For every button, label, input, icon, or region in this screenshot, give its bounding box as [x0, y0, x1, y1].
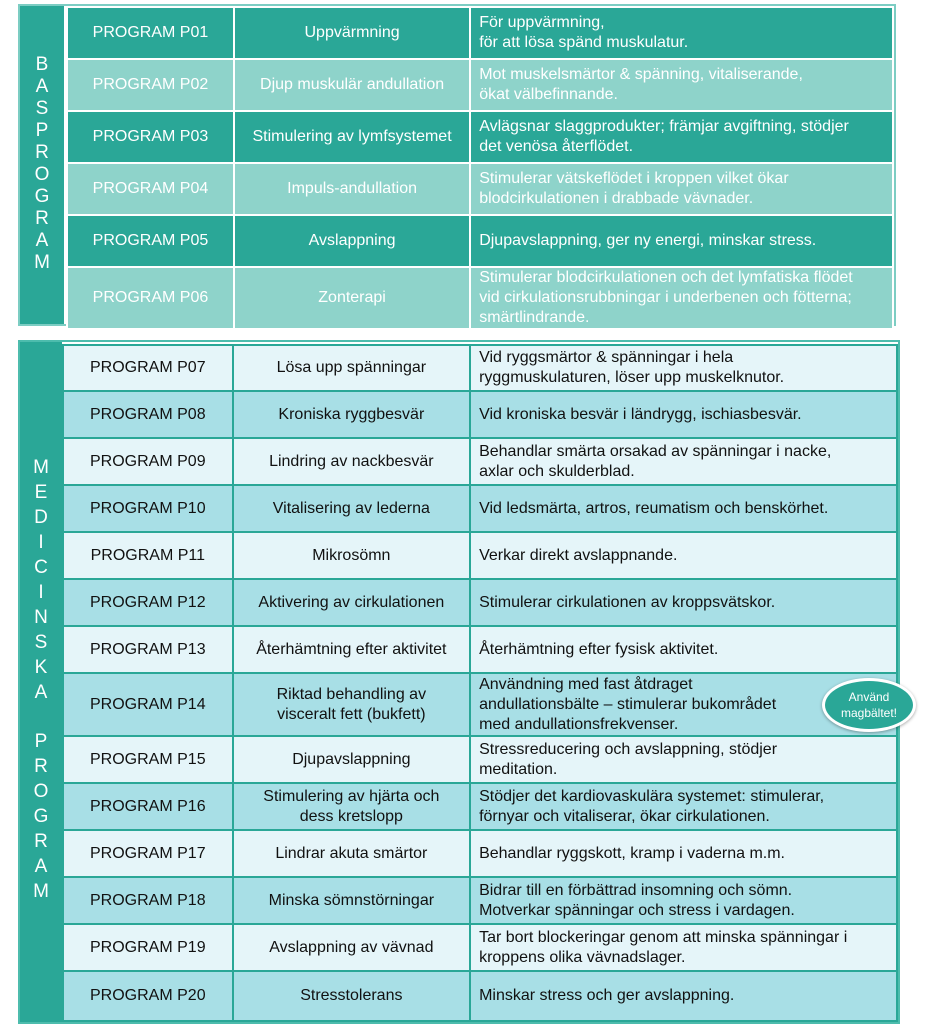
table-row [63, 783, 897, 830]
side-label-letter: P [35, 120, 49, 141]
side-label-letter: C [34, 556, 48, 578]
description-line: ökat välbefinnande. [479, 86, 618, 103]
program-code: PROGRAM P08 [63, 391, 233, 438]
side-label-letter: M [33, 456, 49, 478]
side-label-letter: S [35, 98, 49, 119]
side-label-letter: E [34, 481, 48, 503]
description-line: Tar bort blockeringar genom att minska spänningar i [479, 928, 848, 946]
table-row [63, 438, 897, 485]
program-name [233, 391, 470, 438]
program-code: PROGRAM P01 [67, 7, 234, 59]
program-name-line: Lindring av nackbesvär [269, 452, 434, 470]
side-label-letter: P [34, 730, 48, 752]
program-description [470, 485, 897, 532]
program-name [233, 485, 470, 532]
table-row [63, 830, 897, 877]
program-code: PROGRAM P04 [67, 163, 234, 215]
side-label-letter: A [35, 76, 49, 97]
program-description [470, 215, 893, 267]
program-name [233, 924, 470, 971]
program-code: PROGRAM P18 [63, 877, 233, 924]
table-row [63, 971, 897, 1021]
program-description [470, 783, 897, 830]
description-line: Stimulerar blodcirkulationen och det lymfatiska flödet [479, 269, 853, 286]
description-line: För uppvärmning, [479, 14, 605, 31]
program-name-line: Lindrar akuta smärtor [275, 844, 428, 862]
program-code: PROGRAM P11 [63, 532, 233, 579]
description-line: Stressreducering och avslappning, stödjer [479, 740, 778, 758]
side-label-letter: R [35, 208, 49, 229]
program-description [470, 7, 893, 59]
side-label-letter: A [34, 855, 48, 877]
program-code: PROGRAM P10 [63, 485, 233, 532]
description-line: förnyar och vitaliserar, ökar cirkulationen. [479, 807, 770, 825]
program-name [233, 830, 470, 877]
description-line: Vid ledsmärta, artros, reumatism och benskörhet. [479, 499, 829, 517]
description-line: Stimulerar cirkulationen av kroppsvätskor. [479, 593, 776, 611]
program-description [470, 924, 897, 971]
program-code: PROGRAM P17 [63, 830, 233, 877]
side-label-letter: G [34, 186, 50, 207]
program-name-line: Stimulering av hjärta och [263, 787, 440, 805]
program-code: PROGRAM P16 [63, 783, 233, 830]
program-name-line: Aktivering av cirkulationen [258, 593, 445, 611]
program-name: Impuls-andullation [234, 163, 470, 215]
table-row [63, 924, 897, 971]
program-name: Stimulering av lymfsystemet [234, 111, 470, 163]
program-name-line: visceralt fett (bukfett) [277, 705, 426, 723]
description-line: smärtlindrande. [479, 309, 590, 326]
description-line: Vid kroniska besvär i ländrygg, ischiasbesvär. [479, 405, 802, 423]
program-name-line: Stresstolerans [300, 987, 403, 1004]
description-line: Minskar stress och ger avslappning. [479, 987, 735, 1004]
program-name [233, 345, 470, 391]
description-line: andullationsbälte – stimulerar bukområdet [479, 695, 777, 713]
program-description [470, 830, 897, 877]
program-code: PROGRAM P13 [63, 626, 233, 673]
side-label-letter: I [38, 581, 44, 603]
side-label-letter: R [34, 755, 48, 777]
medicinska-program-section [18, 340, 900, 1024]
side-label-letter: N [34, 606, 48, 628]
program-name-line: Vitalisering av lederna [272, 499, 430, 517]
program-name [233, 579, 470, 626]
side-label-letter: I [38, 531, 44, 553]
program-name-line: dess kretslopp [299, 807, 403, 825]
program-name: Avslappning [234, 215, 470, 267]
program-description [470, 532, 897, 579]
badge-text-line: Använd [848, 690, 890, 704]
description-line: Behandlar smärta orsakad av spänningar i nacke, [479, 442, 832, 460]
description-line: Bidrar till en förbättrad insomning och sömn. [479, 881, 793, 899]
program-description [470, 59, 893, 111]
table-row [67, 163, 893, 215]
table-row [63, 345, 897, 391]
program-description [470, 345, 897, 391]
description-line: ryggmuskulaturen, löser upp muskelknutor. [479, 369, 785, 386]
program-name [233, 736, 470, 783]
description-line: axlar och skulderblad. [479, 462, 635, 480]
program-name: Uppvärmning [234, 7, 470, 59]
description-line: Mot muskelsmärtor & spänning, vitaliserande, [479, 66, 803, 83]
table-row [63, 626, 897, 673]
program-description [470, 626, 897, 673]
program-code: PROGRAM P02 [67, 59, 234, 111]
description-line: Behandlar ryggskott, kramp i vaderna m.m. [479, 844, 785, 862]
table-row [63, 673, 897, 736]
program-description [470, 438, 897, 485]
table-row [67, 59, 893, 111]
program-name [233, 673, 470, 736]
side-label-letter: R [34, 830, 48, 852]
description-line: kroppens olika vävnadslager. [479, 948, 686, 966]
description-line: för att lösa spänd muskulatur. [479, 34, 689, 51]
side-label-letter: O [34, 164, 50, 185]
program-code: PROGRAM P07 [63, 345, 233, 391]
program-name [233, 438, 470, 485]
program-name: Djup muskulär andullation [234, 59, 470, 111]
side-label-letter: M [34, 252, 50, 273]
table-row [63, 391, 897, 438]
program-code: PROGRAM P06 [67, 267, 234, 329]
table-row [67, 111, 893, 163]
table-row [63, 485, 897, 532]
program-code: PROGRAM P05 [67, 215, 234, 267]
description-line: blodcirkulationen i drabbade vävnader. [479, 190, 754, 207]
basprogram-side-label [20, 6, 64, 324]
program-code: PROGRAM P03 [67, 111, 234, 163]
basprogram-table [66, 6, 894, 330]
program-name [233, 783, 470, 830]
program-code: PROGRAM P12 [63, 579, 233, 626]
table-row [67, 7, 893, 59]
description-line: Användning med fast åtdraget [479, 675, 693, 693]
table-row [63, 877, 897, 924]
program-description [470, 736, 897, 783]
description-line: med andullationsfrekvenser. [479, 715, 679, 733]
side-label-letter: B [35, 54, 49, 75]
description-line: Motverkar spänningar och stress i vardagen. [479, 901, 795, 919]
program-name-line: Kroniska ryggbesvär [278, 405, 425, 423]
program-code: PROGRAM P20 [63, 971, 233, 1021]
badge-text-line: magbältet! [840, 706, 898, 720]
program-name-line: Återhämtning efter aktivitet [256, 640, 447, 658]
side-label-letter: S [34, 631, 48, 653]
medicinska-program-table [62, 344, 898, 1022]
side-label-letter: O [33, 780, 49, 802]
side-label-letter: D [34, 506, 48, 528]
program-name-line: Djupavslappning [292, 750, 411, 768]
program-code: PROGRAM P15 [63, 736, 233, 783]
description-line: Verkar direkt avslappnande. [479, 546, 678, 564]
description-line: Återhämtning efter fysisk aktivitet. [479, 640, 719, 658]
program-description [470, 391, 897, 438]
program-name-line: Mikrosömn [312, 546, 391, 564]
program-name [233, 877, 470, 924]
program-name: Zonterapi [234, 267, 470, 329]
program-code: PROGRAM P14 [63, 673, 233, 736]
program-description [470, 877, 897, 924]
basprogram-section [18, 4, 896, 326]
description-line: vid cirkulationsrubbningar i underbenen och fötterna; [479, 289, 852, 306]
program-name [233, 971, 470, 1021]
description-line: Djupavslappning, ger ny energi, minskar stress. [479, 232, 817, 249]
description-line: Stimulerar vätskeflödet i kroppen vilket ökar [479, 170, 789, 187]
program-description [470, 971, 897, 1021]
side-label-letter: K [34, 656, 48, 678]
program-code: PROGRAM P09 [63, 438, 233, 485]
program-description [470, 579, 897, 626]
program-description [470, 111, 893, 163]
program-name-line: Lösa upp spänningar [276, 359, 427, 376]
description-line: det venösa återflödet. [479, 138, 634, 155]
program-name-line: Avslappning av vävnad [269, 938, 434, 956]
table-row [63, 579, 897, 626]
side-label-letter: G [33, 805, 49, 827]
program-description [470, 163, 893, 215]
side-label-letter: M [33, 880, 49, 902]
side-label-letter: R [35, 142, 49, 163]
program-description [470, 267, 893, 329]
side-label-letter: A [35, 230, 49, 251]
side-label-letter: A [34, 681, 48, 703]
program-name-line: Riktad behandling av [276, 685, 427, 703]
table-row [63, 532, 897, 579]
program-code: PROGRAM P19 [63, 924, 233, 971]
medicinska-program-side-label [20, 342, 62, 1022]
program-name-line: Minska sömnstörningar [268, 891, 435, 909]
program-name [233, 532, 470, 579]
description-line: meditation. [479, 760, 558, 778]
magbaltet-badge [822, 678, 916, 732]
table-row [63, 736, 897, 783]
description-line: Avlägsnar slaggprodukter; främjar avgiftning, stödjer [479, 118, 849, 135]
table-row [67, 267, 893, 329]
description-line: Stödjer det kardiovaskulära systemet: stimulerar, [479, 787, 825, 805]
program-name [233, 626, 470, 673]
table-row [67, 215, 893, 267]
description-line: Vid ryggsmärtor & spänningar i hela [479, 349, 734, 366]
